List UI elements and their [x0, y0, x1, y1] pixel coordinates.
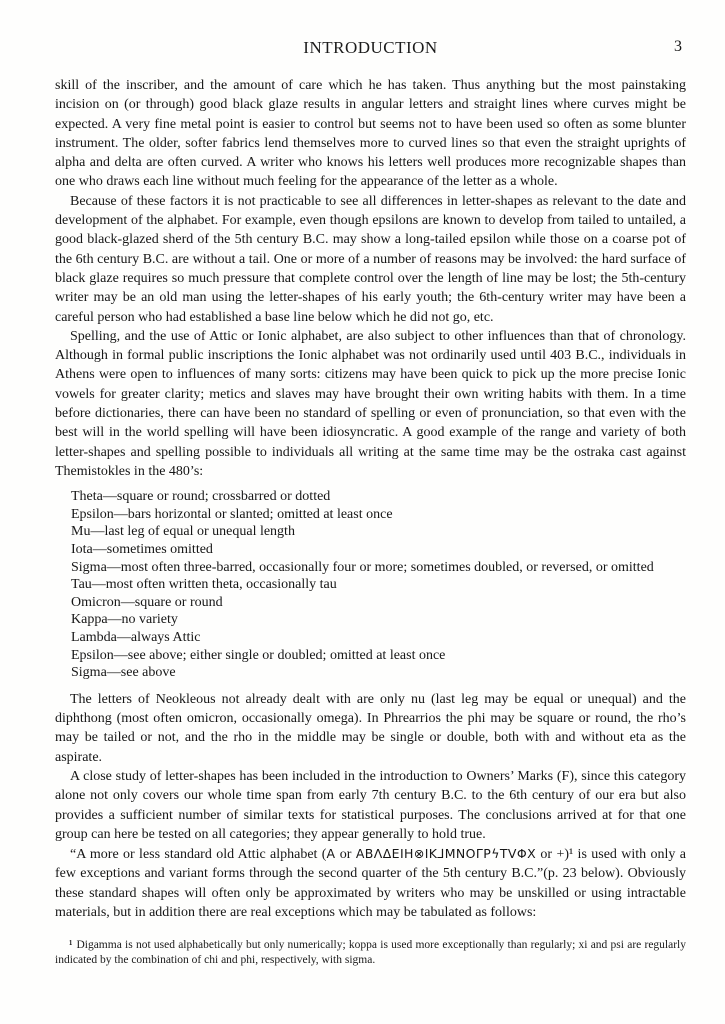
list-item: Epsilon—see above; either single or doubled; omitted at least once — [71, 647, 446, 663]
footnote — [55, 938, 686, 968]
attic-alphabet-string: ΑΒΛΔΕΙΗ⊗ΙΚ⅃ΜΝΟΓΡϟΤVΦΧ — [355, 846, 537, 862]
page-number: 3 — [674, 38, 682, 55]
list-item: Kappa—no variety — [71, 612, 178, 628]
quote-paragraph — [55, 844, 686, 922]
paragraph: A close study of letter-shapes has been included in the introduction to Owners’ Marks (F), since this category alone not only covers our whole time span from early 7th century B.C. to the 6th century of our era but also provides a sufficient number of similar texts for statistical purposes. The conclusions arrived at for that one group can here be tested on all categories; they appear generally to hold true. — [55, 768, 686, 842]
quote-text-before: “A more or less standard old Attic alphabet ( — [70, 847, 327, 863]
page-header — [55, 38, 686, 60]
footnote-marker: ¹ — [69, 939, 73, 952]
list-item: Sigma—see above — [71, 665, 176, 681]
paragraph: skill of the inscriber, and the amount of care which he has taken. Thus anything but the most painstaking incision on (or through) good black glaze results in angular letters and straight lines where curves might be expected. A very fine metal point is easier to control but seems not to have been used so often as some blunter instrument. The older, softer fabrics lend themselves more to curved lines so that even the straight uprights of alpha and delta are often curved. A writer who knows his letters well produces more recognizable shapes than one who draws each line without much feeling for the appearance of the letter as a whole. — [55, 78, 686, 190]
paragraph: The letters of Neokleous not already dealt with are only nu (last leg may be equal or unequal) and the diphthong (most often omicron, occasionally omega). In Phrearrios the phi may be square or round, the rho’s may be tailed or not, and the rho in the middle may be single or double, both with and without eta as the aspirate. — [55, 691, 686, 765]
attic-alpha-letter: Α — [326, 846, 336, 862]
list-item: Tau—most often written theta, occasionally tau — [71, 577, 337, 593]
list-item: Omicron—square or round — [71, 594, 223, 610]
paragraph: Because of these factors it is not practicable to see all differences in letter-shapes as relevant to the date and development of the alphabet. For example, even though epsilons are known to develop from tailed to untailed, a good black-glazed sherd of the 5th century B.C. may show a long-tailed epsilon while those on a coarse pot of the 6th century B.C. are without a tail. One or more of a number of reasons may be involved: the hard surface of black glaze requires so much pressure that complete control over the length of line may be lost; the 5th-century writer may be an old man using the letter-shapes of his early youth; the 6th-century writer may have been a careful person who had established a base line below which he did not go, etc. — [55, 193, 686, 325]
quote-text-after: or +)¹ is used with only a few exceptions and variant forms through the second quarter of the 5th century B.C.”(p. 23 below). Obviously these standard shapes will often only be approximated by writers who may be unskilled or using intractable materials, but in addition there are real exceptions which may be tabulated as follows: — [55, 847, 686, 921]
list-item: Iota—sometimes omitted — [71, 542, 213, 558]
footnote-text: Digamma is not used alphabetically but only numerically; koppa is used more exceptionally than regularly; xi and psi are regularly indicated by the combination of chi and phi, respectively, with sigma. — [55, 939, 686, 967]
list-item: Epsilon—bars horizontal or slanted; omitted at least once — [71, 506, 393, 522]
letter-variants-list — [71, 488, 686, 682]
paragraph: Spelling, and the use of Attic or Ionic alphabet, are also subject to other influences than that of chronology. Although in formal public inscriptions the Ionic alphabet was not ordinarily used until 403 B.C., individuals in Athens were open to influences of many sorts: citizens may have been quick to pick up the more precise Ionic vowels for greater clarity; metics and slaves may have brought their own writing habits with them. In a time before dictionaries, there can have been no standard of spelling or even of pronunciation, so that even with the best will in the world spelling will have been idiosyncratic. A good example of the range and variety of both letter-shapes and spelling possible to individuals all writing at the same time may be the ostraka cast against Themistokles in the 480’s: — [55, 328, 686, 479]
list-item: Lambda—always Attic — [71, 629, 201, 645]
list-item: Mu—last leg of equal or unequal length — [71, 524, 295, 540]
list-item: Sigma—most often three-barred, occasionally four or more; sometimes doubled, or reversed, or omitted — [71, 559, 654, 575]
page-title: INTRODUCTION — [303, 38, 438, 57]
main-text-block — [55, 76, 686, 922]
list-item: Theta—square or round; crossbarred or dotted — [71, 489, 331, 505]
quote-text-mid: or — [335, 847, 356, 863]
